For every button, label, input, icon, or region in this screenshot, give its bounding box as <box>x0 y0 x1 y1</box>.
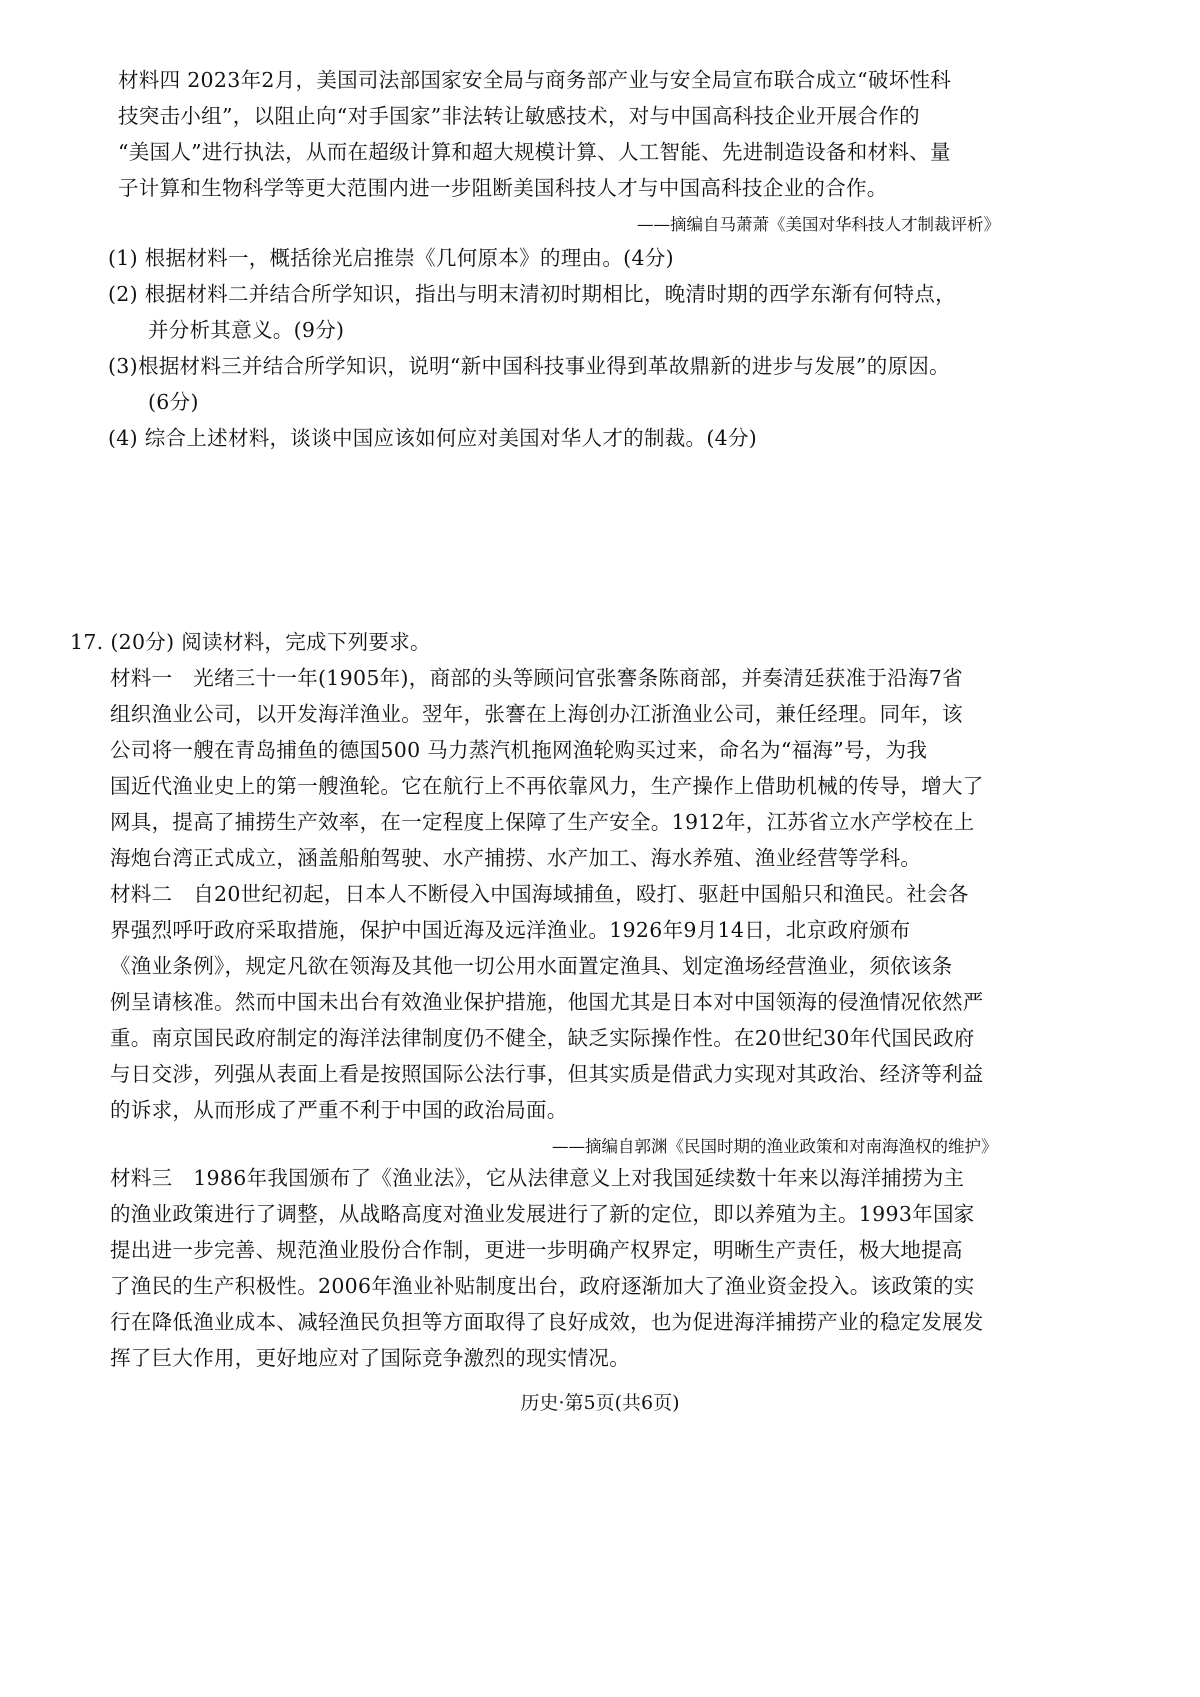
material4-line-3: “美国人”进行执法，从而在超级计算和超大规模计算、人工智能、先进制造设备和材料、量 <box>118 140 951 164</box>
question-1: (1) 根据材料一，概括徐光启推崇《几何原本》的理由。(4分) <box>108 246 674 270</box>
q17-material3-line-3: 提出进一步完善、规范渔业股份合作制，更进一步明确产权界定，明晰生产责任，极大地提高 <box>110 1238 963 1262</box>
q17-material3-line-6: 挥了巨大作用，更好地应对了国际竞争激烈的现实情况。 <box>110 1346 630 1370</box>
page-footer: 历史·第5页(共6页) <box>520 1392 680 1414</box>
question-3-cont: (6分) <box>148 390 199 414</box>
q17-material3-line-5: 行在降低渔业成本、减轻渔民负担等方面取得了良好成效，也为促进海洋捕捞产业的稳定发展发 <box>110 1310 984 1334</box>
q17-material2-line-4: 例呈请核准。然而中国未出台有效渔业保护措施，他国尤其是日本对中国领海的侵渔情况依然严 <box>110 990 984 1014</box>
q17-material2-line-1: 材料二 自20世纪初起，日本人不断侵入中国海域捕鱼，殴打、驱赶中国船只和渔民。社会各 <box>110 882 969 906</box>
q17-material1-line-4: 国近代渔业史上的第一艘渔轮。它在航行上不再依靠风力，生产操作上借助机械的传导，增大了 <box>110 774 984 798</box>
q17-material2-line-2: 界强烈呼吁政府采取措施，保护中国近海及远洋渔业。1926年9月14日，北京政府颁布 <box>110 918 911 942</box>
material4-line-4: 子计算和生物科学等更大范围内进一步阻断美国科技人才与中国高科技企业的合作。 <box>118 176 888 200</box>
q17-material2-line-5: 重。南京国民政府制定的海洋法律制度仍不健全，缺乏实际操作性。在20世纪30年代国民政府 <box>110 1026 975 1050</box>
question-3: (3)根据材料三并结合所学知识，说明“新中国科技事业得到革故鼎新的进步与发展”的原因。 <box>108 354 950 378</box>
q17-material1-line-5: 网具，提高了捕捞生产效率，在一定程度上保障了生产安全。1912年，江苏省立水产学校在上 <box>110 810 975 834</box>
q17-material3-line-2: 的渔业政策进行了调整，从战略高度对渔业发展进行了新的定位，即以养殖为主。1993年国家 <box>110 1202 975 1226</box>
q17-material2-source: ——摘编自郭渊《民国时期的渔业政策和对南海渔权的维护》 <box>552 1137 998 1156</box>
question17-header: 17. (20分) 阅读材料，完成下列要求。 <box>70 630 431 654</box>
q17-material1-line-2: 组织渔业公司，以开发海洋渔业。翌年，张謇在上海创办江浙渔业公司，兼任经理。同年，该 <box>110 702 963 726</box>
material4-source: ——摘编自马萧萧《美国对华科技人才制裁评析》 <box>637 215 1000 234</box>
q17-material3-line-4: 了渔民的生产积极性。2006年渔业补贴制度出台，政府逐渐加大了渔业资金投入。该政策的实 <box>110 1274 975 1298</box>
q17-material2-line-6: 与日交涉，列强从表面上看是按照国际公法行事，但其实质是借武力实现对其政治、经济等利益 <box>110 1062 984 1086</box>
question-4: (4) 综合上述材料，谈谈中国应该如何应对美国对华人才的制裁。(4分) <box>108 426 758 450</box>
material4-line-1: 材料四 2023年2月，美国司法部国家安全局与商务部产业与安全局宣布联合成立“破坏性科 <box>118 68 952 92</box>
material4-line-2: 技突击小组”，以阻止向“对手国家”非法转让敏感技术，对与中国高科技企业开展合作的 <box>118 104 920 128</box>
question-2: (2) 根据材料二并结合所学知识，指出与明末清初时期相比，晚清时期的西学东渐有何特点， <box>108 282 956 306</box>
q17-material1-line-6: 海炮台湾正式成立，涵盖船舶驾驶、水产捕捞、水产加工、海水养殖、渔业经营等学科。 <box>110 846 922 870</box>
question-2-cont: 并分析其意义。(9分) <box>148 318 345 342</box>
q17-material1-line-3: 公司将一艘在青岛捕鱼的德国500 马力蒸汽机拖网渔轮购买过来，命名为“福海”号，为我 <box>110 738 928 762</box>
q17-material1-line-1: 材料一 光绪三十一年(1905年)，商部的头等顾问官张謇条陈商部，并奏清廷获准于沿海7省 <box>110 666 963 690</box>
q17-material2-line-7: 的诉求，从而形成了严重不利于中国的政治局面。 <box>110 1098 568 1122</box>
q17-material2-line-3: 《渔业条例》，规定凡欲在领海及其他一切公用水面置定渔具、划定渔场经营渔业，须依该条 <box>110 954 953 978</box>
q17-material3-line-1: 材料三 1986年我国颁布了《渔业法》，它从法律意义上对我国延续数十年来以海洋捕捞为主 <box>110 1166 965 1190</box>
